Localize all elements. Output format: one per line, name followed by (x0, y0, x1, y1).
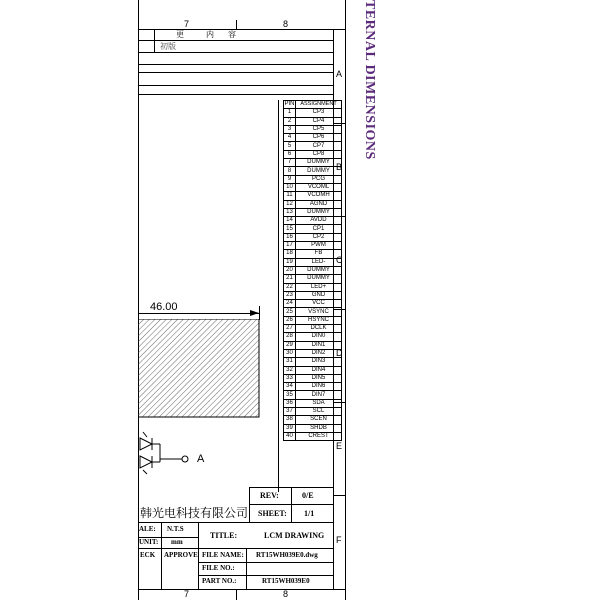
pin-number: 40 (284, 432, 296, 440)
pin-assignment: VSYNC (296, 308, 342, 316)
pin-assignment: CP7 (296, 142, 342, 150)
row-letter-d: D (336, 348, 343, 358)
pin-assignment: SDA (296, 399, 342, 407)
pin-assignment: DUMMY (296, 208, 342, 216)
pin-assignment: SHDB (296, 424, 342, 432)
row-letter-b: B (336, 162, 343, 172)
pin-number: 18 (284, 250, 296, 258)
pin-number: 26 (284, 316, 296, 324)
pin-number: 21 (284, 275, 296, 283)
pin-assignment: CP1 (296, 225, 342, 233)
pin-row (284, 308, 342, 316)
pin-row (284, 374, 342, 382)
pin-number: 5 (284, 142, 296, 150)
pin-row (284, 192, 342, 200)
pin-row (284, 150, 342, 158)
pin-assignment: HSYNC (296, 316, 342, 324)
row-letter-f: F (336, 535, 342, 545)
pin-row (284, 424, 342, 432)
frame-right-border (345, 0, 346, 600)
pin-assignment: DUMMY (296, 167, 342, 175)
pin-assignment: DIN0 (296, 333, 342, 341)
frame-bottom-line (138, 589, 345, 590)
pin-assignment: DUMMY (296, 275, 342, 283)
pin-assignment: DIN1 (296, 341, 342, 349)
unit-label: UNIT: (139, 538, 159, 546)
pin-number: 2 (284, 117, 296, 125)
pin-row (284, 258, 342, 266)
unit-value: mm (171, 538, 183, 546)
pin-number: 6 (284, 150, 296, 158)
title-value: LCM DRAWING (264, 531, 325, 540)
pin-number: 23 (284, 291, 296, 299)
lcm-panel-hatched (138, 319, 262, 419)
revision-entry: 初版 (160, 42, 176, 51)
pin-assignment: CP5 (296, 125, 342, 133)
side-title: TERNAL DIMENSIONS (362, 0, 377, 160)
pin-assignment: DCLK (296, 325, 342, 333)
column-number-7-bottom: 7 (184, 589, 190, 599)
pin-assignment: DUMMY (296, 266, 342, 274)
pin-assignment: PCG (296, 175, 342, 183)
column-number-8-top: 8 (283, 19, 289, 29)
pin-assignment: VCOML (296, 183, 342, 191)
row-letter-a: A (336, 69, 343, 79)
pin-number: 12 (284, 200, 296, 208)
pin-row (284, 167, 342, 175)
pin-number: 22 (284, 283, 296, 291)
pin-assignment: DIN3 (296, 358, 342, 366)
pin-number: 1 (284, 109, 296, 117)
dimension-value: 46.00 (150, 301, 178, 313)
pin-number: 30 (284, 349, 296, 357)
sheet-value: 1/1 (304, 509, 315, 518)
pin-row (284, 283, 342, 291)
pin-row (284, 416, 342, 424)
pin-row (284, 217, 342, 225)
pin-row (284, 183, 342, 191)
pin-row (284, 109, 342, 117)
title-label: TITLE: (210, 531, 238, 540)
col-divider-top (236, 20, 237, 30)
pin-row (284, 266, 342, 274)
row-letter-c: C (336, 255, 343, 265)
pin-assignment: DIN6 (296, 383, 342, 391)
pin-number: 27 (284, 325, 296, 333)
pin-number: 13 (284, 208, 296, 216)
partno-value: RT15WH039E0 (262, 577, 310, 585)
pin-number: 16 (284, 233, 296, 241)
pin-assignment: CP8 (296, 150, 342, 158)
pin-row (284, 333, 342, 341)
pin-number: 8 (284, 167, 296, 175)
revision-col-change: 更 (176, 30, 184, 39)
pin-number: 7 (284, 159, 296, 167)
scale-label: ALE: (139, 525, 156, 533)
pin-row (284, 316, 342, 324)
pin-row (284, 383, 342, 391)
filename-label: FILE NAME: (202, 551, 244, 559)
partno-label: PART NO.: (202, 577, 237, 585)
pin-number: 11 (284, 192, 296, 200)
pin-row (284, 200, 342, 208)
pin-number: 15 (284, 225, 296, 233)
pin-number: 36 (284, 399, 296, 407)
dimension-arrow-icon (250, 309, 260, 317)
diode-schematic-icon (138, 428, 198, 478)
pin-row (284, 291, 342, 299)
pin-assignment: DIN7 (296, 391, 342, 399)
pin-assignment: DIN5 (296, 374, 342, 382)
scale-value: N.T.S (167, 525, 184, 533)
company-name: 韩光电科技有限公司 (140, 506, 249, 520)
pin-row (284, 159, 342, 167)
pin-row (284, 349, 342, 357)
pin-row (284, 325, 342, 333)
row-tick (333, 495, 345, 496)
pin-number: 20 (284, 266, 296, 274)
pin-number: 28 (284, 333, 296, 341)
pin-assignment: PWM (296, 242, 342, 250)
sheet-left-border (138, 0, 139, 600)
pin-row (284, 391, 342, 399)
pin-assignment: AGND (296, 200, 342, 208)
pin-row (284, 208, 342, 216)
approve-label: APPROVE (164, 551, 198, 559)
pin-number: 33 (284, 374, 296, 382)
pin-number: 17 (284, 242, 296, 250)
sheet-label: SHEET: (258, 509, 287, 518)
pin-row (284, 366, 342, 374)
pin-number: 32 (284, 366, 296, 374)
pin-row (284, 125, 342, 133)
pin-assignment: AVDD (296, 217, 342, 225)
pin-assignment: LED- (296, 258, 342, 266)
pin-number: 29 (284, 341, 296, 349)
pin-assignment: DUMMY (296, 159, 342, 167)
rev-label: REV: (260, 491, 279, 500)
pin-row (284, 358, 342, 366)
pin-row (284, 225, 342, 233)
pin-row (284, 117, 342, 125)
frame-top-line (138, 29, 345, 30)
column-number-8-bottom: 8 (283, 589, 289, 599)
pin-assignment: CP3 (296, 109, 342, 117)
pin-number: 25 (284, 308, 296, 316)
pin-assignment: CP2 (296, 233, 342, 241)
pin-row (284, 134, 342, 142)
pin-number: 14 (284, 217, 296, 225)
pin-number: 3 (284, 125, 296, 133)
pin-row (284, 242, 342, 250)
pin-row (284, 399, 342, 407)
col-divider-bottom (236, 589, 237, 600)
pin-number: 38 (284, 416, 296, 424)
filename-value: RT15WH039E0.dwg (256, 551, 318, 559)
pin-assignment: VCC (296, 300, 342, 308)
pin-assignment: SCEN (296, 416, 342, 424)
pin-number: 37 (284, 407, 296, 415)
pin-number: 9 (284, 175, 296, 183)
pin-assignment: VCOMH (296, 192, 342, 200)
pin-row (284, 341, 342, 349)
pin-number: 10 (284, 183, 296, 191)
pin-assignment: SCL (296, 407, 342, 415)
pin-assignment: CREST (296, 432, 342, 440)
revision-col-content-1: 内 (206, 30, 214, 39)
check-label: ECK (140, 551, 156, 559)
pin-assignment: GND (296, 291, 342, 299)
pin-assignment: CP6 (296, 134, 342, 142)
pin-row (284, 432, 342, 440)
schematic-label: A (197, 453, 205, 465)
pin-row (284, 275, 342, 283)
pin-number: 4 (284, 134, 296, 142)
pin-row (284, 250, 342, 258)
pin-assignment: FB (296, 250, 342, 258)
pin-number: 35 (284, 391, 296, 399)
pin-number: 24 (284, 300, 296, 308)
pin-assignment: CP4 (296, 117, 342, 125)
revision-col-content-2: 容 (228, 30, 236, 39)
pin-assignment: DIN2 (296, 349, 342, 357)
pin-number: 19 (284, 258, 296, 266)
pin-header: PIN (284, 101, 295, 108)
assignment-header: ASSIGNMENT (296, 101, 342, 109)
pin-number: 31 (284, 358, 296, 366)
fileno-label: FILE NO.: (202, 564, 235, 572)
pin-row (284, 300, 342, 308)
pin-row (284, 142, 342, 150)
pin-table-lead-line (278, 100, 279, 492)
pin-number: 39 (284, 424, 296, 432)
row-letter-e: E (336, 441, 343, 451)
pin-row (284, 175, 342, 183)
rev-value: 0/E (302, 491, 314, 500)
pin-assignment: DIN4 (296, 366, 342, 374)
pin-assignment: LED+ (296, 283, 342, 291)
pin-row (284, 233, 342, 241)
pin-row (284, 407, 342, 415)
pin-assignment-table (283, 100, 342, 441)
pin-number: 34 (284, 383, 296, 391)
column-number-7-top: 7 (184, 19, 190, 29)
